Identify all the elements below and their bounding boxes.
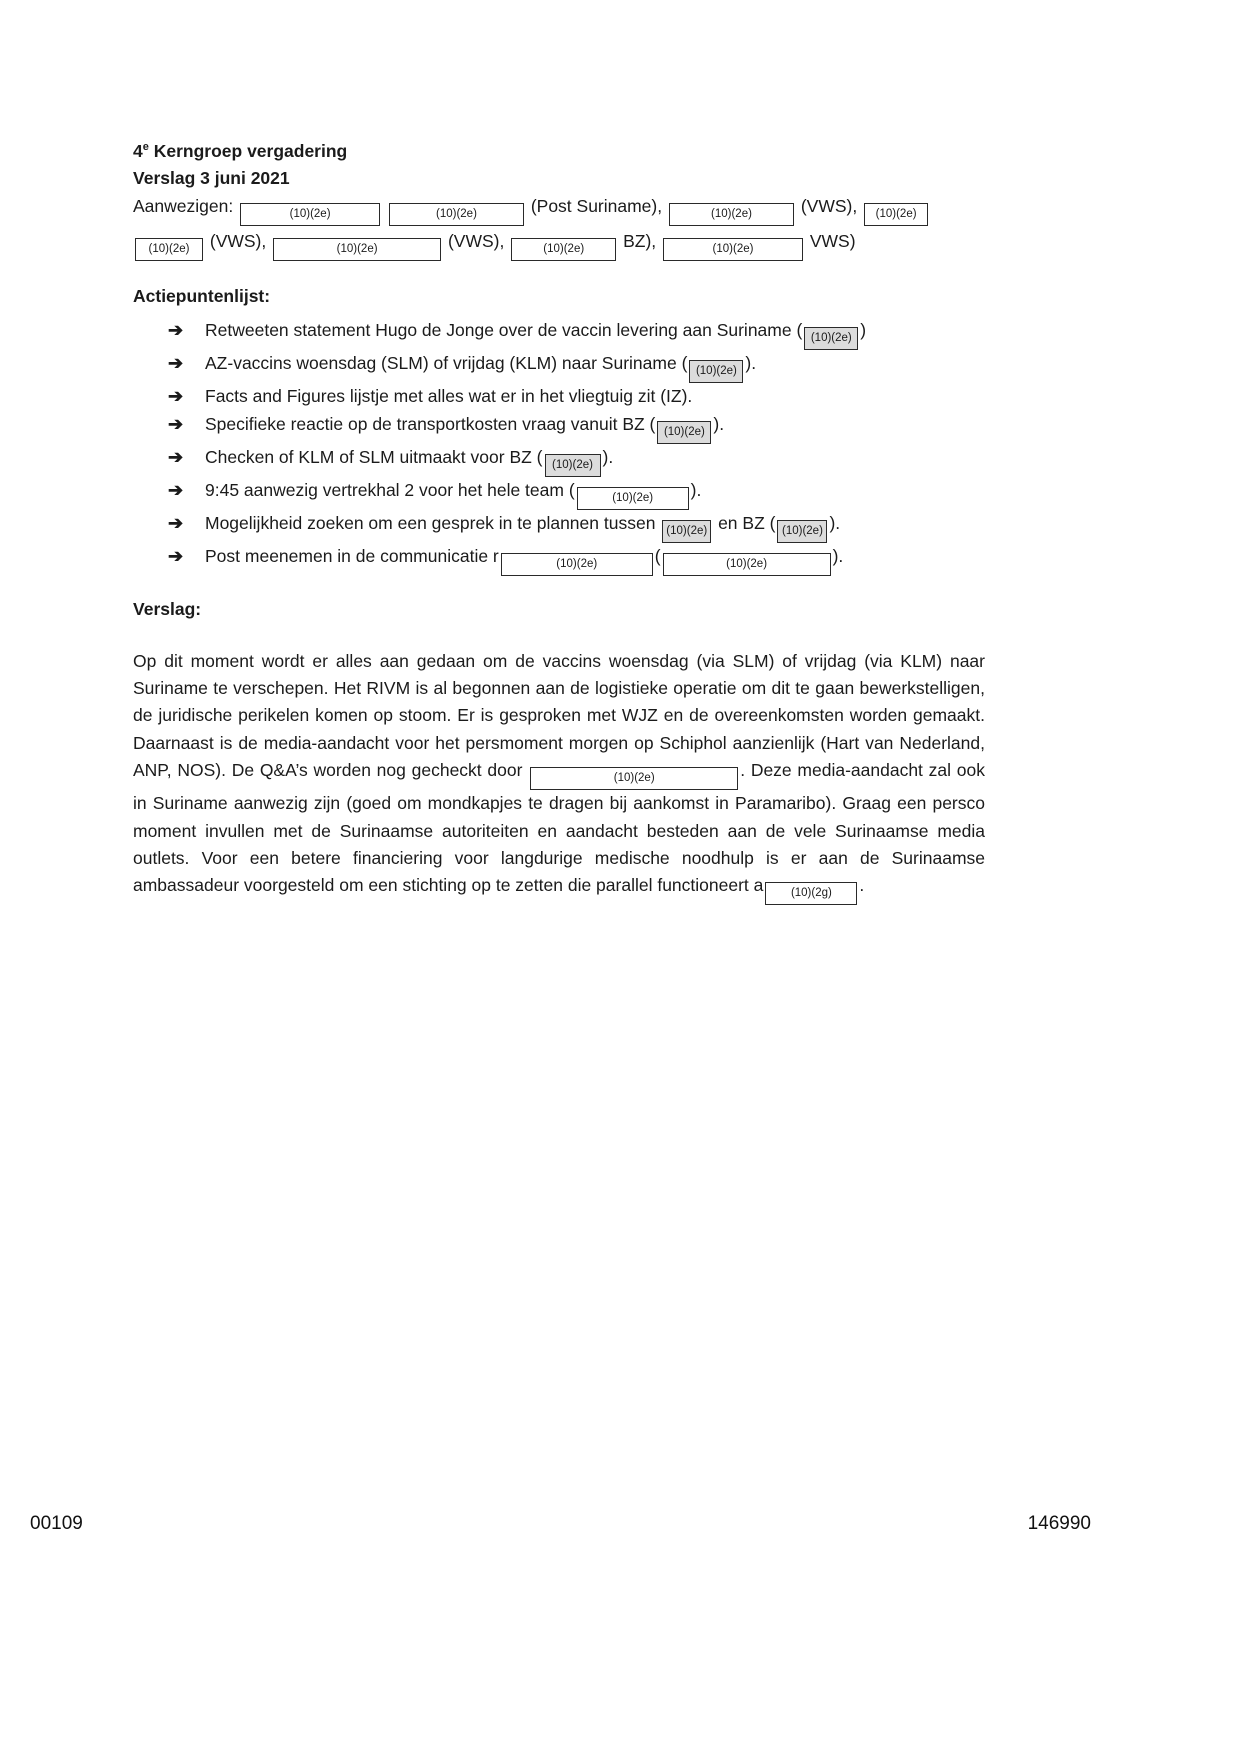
- attendees-line-1: [133, 191, 985, 226]
- arrow-bullet-icon: ➔: [168, 413, 184, 434]
- text-run: ).: [602, 446, 614, 467]
- action-item: [133, 350, 985, 383]
- redaction-box: (10)(2e): [389, 203, 524, 226]
- doc-title-number: 4: [133, 140, 143, 161]
- redaction-box: (10)(2e): [689, 360, 743, 383]
- action-item-text: [205, 383, 985, 411]
- text-run: VWS): [805, 230, 856, 251]
- redaction-box: (10)(2e): [501, 553, 653, 576]
- redaction-box: (10)(2e): [804, 327, 858, 350]
- text-run: ).: [745, 352, 757, 373]
- redaction-box: (10)(2e): [669, 203, 794, 226]
- arrow-bullet-icon: ➔: [168, 352, 184, 373]
- text-run: (VWS),: [205, 230, 272, 251]
- action-item: [133, 317, 985, 350]
- text-run: Retweeten statement Hugo de Jonge over de vaccin levering aan Suriname (: [205, 319, 803, 340]
- arrow-bullet-icon: ➔: [168, 385, 184, 406]
- action-item-text: [205, 444, 985, 477]
- action-item: [133, 411, 985, 444]
- redaction-box: (10)(2e): [663, 238, 803, 261]
- text-run: Mogelijkheid zoeken om een gesprek in te plannen tussen: [205, 512, 661, 533]
- verslag-heading: Verslag:: [133, 598, 202, 619]
- action-item: [133, 543, 985, 576]
- text-run: . Deze media-aandacht zal ook in Suriname aanwezig zijn (goed om mondkapjes te dragen bij aankomst in Paramaribo). Graag een persco moment invullen met de Surinaamse autoriteiten en aandacht besteden aan de vele Surinaamse media outlets. Voor een betere financiering voor langdurige medische noodhulp is er aan de Surinaamse ambassadeur voorgesteld om een stichting op te zetten die parallel functioneert a: [133, 760, 985, 896]
- text-run: ): [860, 319, 867, 340]
- action-item-text: [205, 317, 985, 350]
- text-run: ).: [713, 413, 725, 434]
- document-content: [133, 134, 985, 905]
- attendees-line-2: [133, 226, 985, 261]
- redaction-box: (10)(2e): [657, 421, 711, 444]
- doc-subtitle: Verslag 3 juni 2021: [133, 167, 290, 188]
- action-item: [133, 477, 985, 510]
- redaction-box: (10)(2e): [545, 454, 601, 477]
- action-item-text: [205, 510, 985, 543]
- redaction-box: (10)(2e): [864, 203, 928, 226]
- text-run: ).: [829, 512, 841, 533]
- page-footer: [30, 1513, 1091, 1535]
- action-item-text: [205, 543, 985, 576]
- text-run: Aanwezigen:: [133, 195, 239, 216]
- text-run: (Post Suriname),: [525, 195, 667, 216]
- text-run: Post meenemen in de communicatie r: [205, 545, 499, 566]
- action-item-text: [205, 477, 985, 510]
- action-item: [133, 383, 985, 411]
- redaction-box: (10)(2e): [662, 520, 711, 543]
- text-run: (VWS),: [443, 230, 510, 251]
- text-run: (: [654, 545, 661, 566]
- action-list-heading: Actiepuntenlijst:: [133, 285, 271, 306]
- text-run: 9:45 aanwezig vertrekhal 2 voor het hele team (: [205, 479, 575, 500]
- text-run: Checken of KLM of SLM uitmaakt voor BZ (: [205, 446, 543, 467]
- text-run: [382, 196, 387, 216]
- text-run: Specifieke reactie op de transportkosten vraag vanuit BZ (: [205, 413, 656, 434]
- footer-page-number: 00109: [30, 1513, 83, 1534]
- action-item: [133, 510, 985, 543]
- redaction-box: (10)(2e): [240, 203, 380, 226]
- text-run: en BZ (: [713, 512, 776, 533]
- arrow-bullet-icon: ➔: [168, 545, 184, 566]
- action-item-text: [205, 411, 985, 444]
- redaction-box: (10)(2e): [135, 238, 203, 261]
- text-run: Facts and Figures lijstje met alles wat er in het vliegtuig zit (IZ).: [205, 385, 693, 406]
- action-list: [133, 317, 985, 576]
- action-item: [133, 444, 985, 477]
- footer-document-number: 146990: [1027, 1513, 1091, 1534]
- redaction-box: (10)(2e): [663, 553, 831, 576]
- redaction-box: (10)(2e): [577, 487, 689, 510]
- doc-title-superscript: e: [142, 141, 149, 153]
- arrow-bullet-icon: ➔: [168, 319, 184, 340]
- doc-title: [133, 134, 985, 165]
- action-item-text: [205, 350, 985, 383]
- text-run: .: [859, 875, 865, 896]
- text-run: ).: [690, 479, 702, 500]
- verslag-paragraph: [133, 648, 985, 906]
- redaction-box: (10)(2e): [777, 520, 827, 543]
- redaction-box: (10)(2e): [511, 238, 616, 261]
- redaction-box: (10)(2e): [273, 238, 441, 261]
- redaction-box: (10)(2e): [530, 767, 738, 790]
- text-run: BZ),: [618, 230, 661, 251]
- arrow-bullet-icon: ➔: [168, 446, 184, 467]
- arrow-bullet-icon: ➔: [168, 479, 184, 500]
- redaction-box: (10)(2g): [765, 882, 857, 905]
- text-run: Op dit moment wordt er alles aan gedaan om de vaccins woensdag (via SLM) of vrijdag (via KLM) naar Suriname te verschepen. Het RIVM is al begonnen aan de logistieke operatie om dit te gaan bewerkstelligen, de juridische perikelen komen op stoom. Er is gesproken met WJZ en de overeenkomsten worden gemaakt. Daarnaast is de media-aandacht voor het persmoment morgen op Schiphol aanzienlijk (Hart van Nederland, ANP, NOS). De Q&A’s worden nog gecheckt door: [133, 650, 985, 781]
- text-run: (VWS),: [795, 195, 863, 216]
- text-run: ).: [832, 545, 844, 566]
- doc-title-rest: Kerngroep vergadering: [148, 140, 348, 161]
- text-run: AZ-vaccins woensdag (SLM) of vrijdag (KLM) naar Suriname (: [205, 352, 688, 373]
- arrow-bullet-icon: ➔: [168, 512, 184, 533]
